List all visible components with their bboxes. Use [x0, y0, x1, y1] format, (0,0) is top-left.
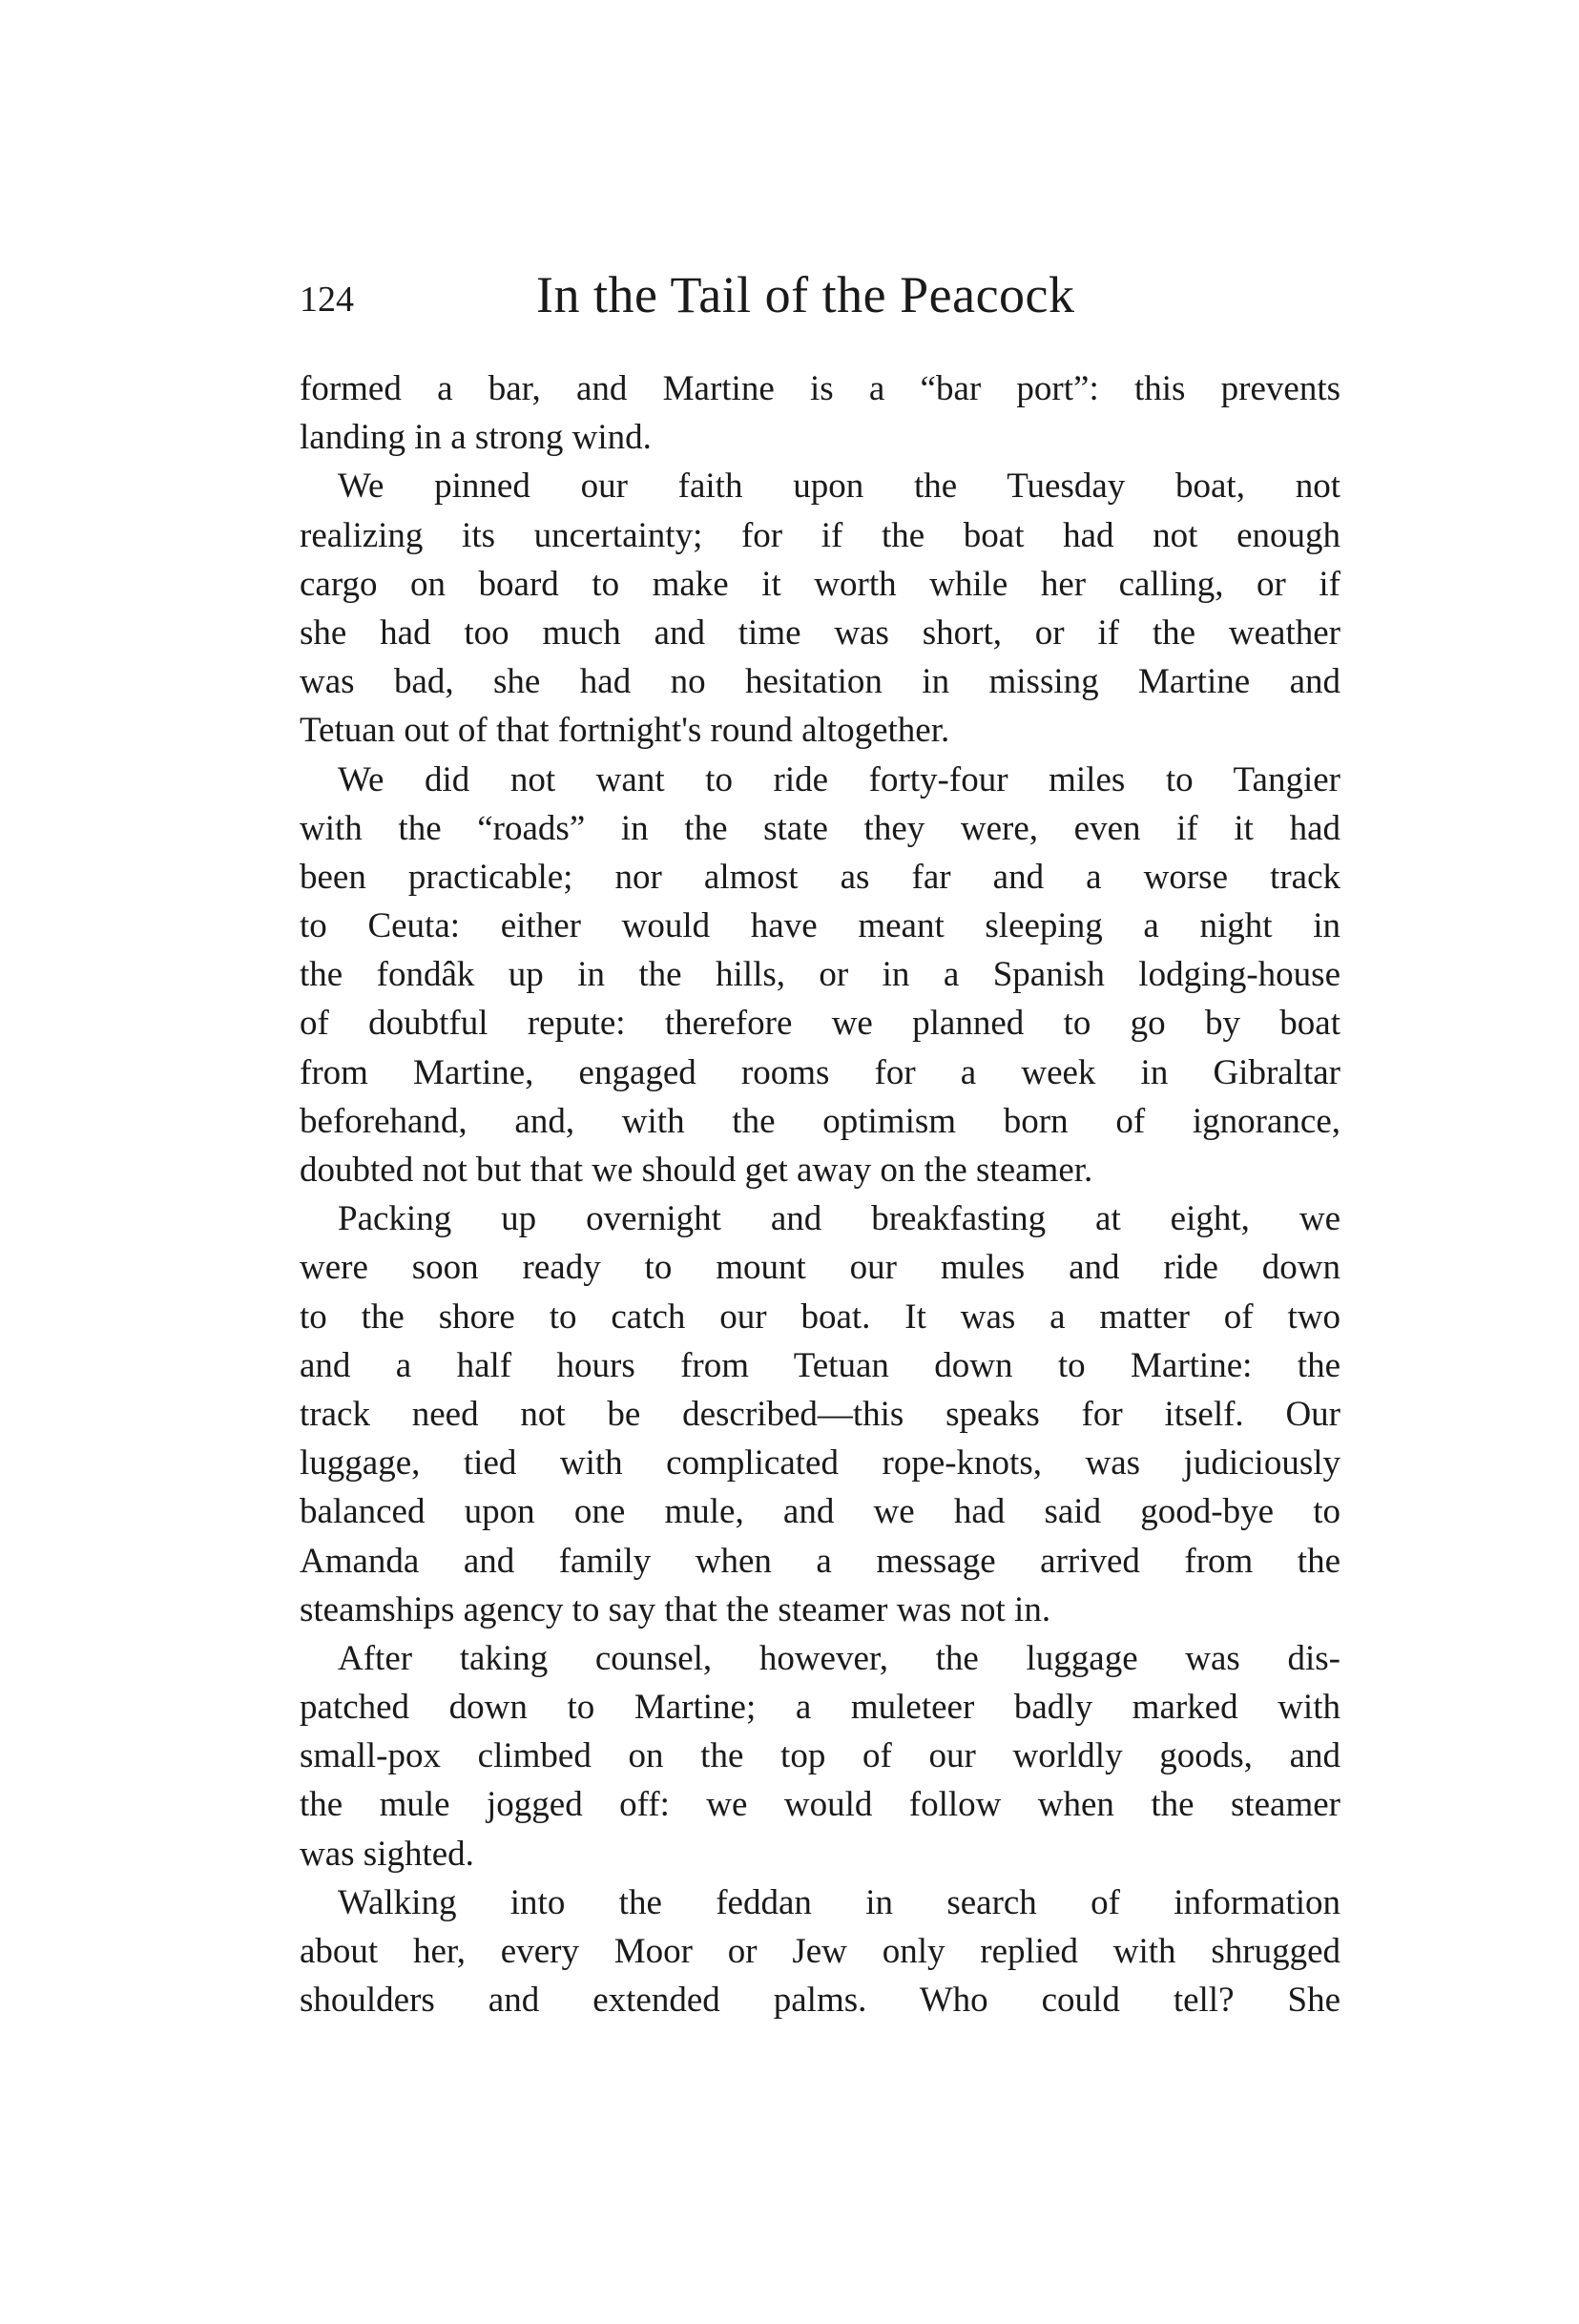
text-line: about her, every Moor or Jew only replied with shrugged: [300, 1932, 1340, 1971]
text-line: formed a bar, and Martine is a “bar port”: this prevents: [300, 369, 1340, 408]
text-line: realizing its uncertainty; for if the boat had not enough: [300, 515, 1340, 555]
text-line: Tetuan out of that fortnight's round altogether.: [300, 711, 950, 751]
running-title: In the Tail of the Peacock: [536, 266, 1075, 323]
text-line: with the “roads” in the state they were, even if it had: [300, 808, 1340, 848]
running-header: [300, 265, 1340, 332]
text-line: track need not be described—this speaks for itself. Our: [300, 1394, 1340, 1434]
text-line: shoulders and extended palms. Who could tell? She: [300, 1981, 1340, 2021]
text-line: landing in a strong wind.: [300, 418, 652, 458]
text-line: to Ceuta: either would have meant sleeping a night in: [300, 906, 1340, 946]
text-line: steamships agency to say that the steamer was not in.: [300, 1589, 1051, 1629]
text-line: beforehand, and, with the optimism born of ignorance,: [300, 1101, 1340, 1141]
text-line: balanced upon one mule, and we had said good-bye to: [300, 1492, 1340, 1532]
text-line: We pinned our faith upon the Tuesday boat, not: [338, 467, 1340, 507]
text-line: the mule jogged off: we would follow when the steamer: [300, 1785, 1340, 1825]
text-line: from Martine, engaged rooms for a week in Gibraltar: [300, 1052, 1340, 1092]
text-line: been practicable; nor almost as far and a worse track: [300, 857, 1340, 897]
text-line: luggage, tied with complicated rope-knots, was judiciously: [300, 1443, 1340, 1484]
text-line: was sighted.: [300, 1834, 474, 1874]
text-line: and a half hours from Tetuan down to Martine: the: [300, 1345, 1340, 1385]
text-line: We did not want to ride forty-four miles to Tangier: [338, 759, 1340, 799]
text-line: were soon ready to mount our mules and ride down: [300, 1248, 1340, 1288]
text-line: doubted not but that we should get away on the steamer.: [300, 1151, 1093, 1190]
text-line: Walking into the feddan in search of information: [338, 1882, 1340, 1922]
body-text: [300, 364, 1340, 2024]
text-line: she had too much and time was short, or if the weather: [300, 612, 1340, 653]
text-line: of doubtful repute: therefore we planned to go by boat: [300, 1004, 1340, 1044]
page-number: 124: [300, 280, 354, 320]
text-line: cargo on board to make it worth while her calling, or if: [300, 564, 1340, 604]
text-line: was bad, she had no hesitation in missing Martine and: [300, 662, 1340, 702]
text-line: patched down to Martine; a muleteer badly marked with: [300, 1688, 1340, 1728]
text-line: After taking counsel, however, the luggage was dis-: [338, 1638, 1340, 1678]
text-line: Packing up overnight and breakfasting at eight, we: [338, 1199, 1340, 1239]
text-line: to the shore to catch our boat. It was a matter of two: [300, 1297, 1340, 1337]
text-line: the fondâk up in the hills, or in a Spanish lodging-house: [300, 955, 1340, 995]
text-line: Amanda and family when a message arrived from the: [300, 1541, 1340, 1581]
text-line: small-pox climbed on the top of our worldly goods, and: [300, 1736, 1340, 1776]
